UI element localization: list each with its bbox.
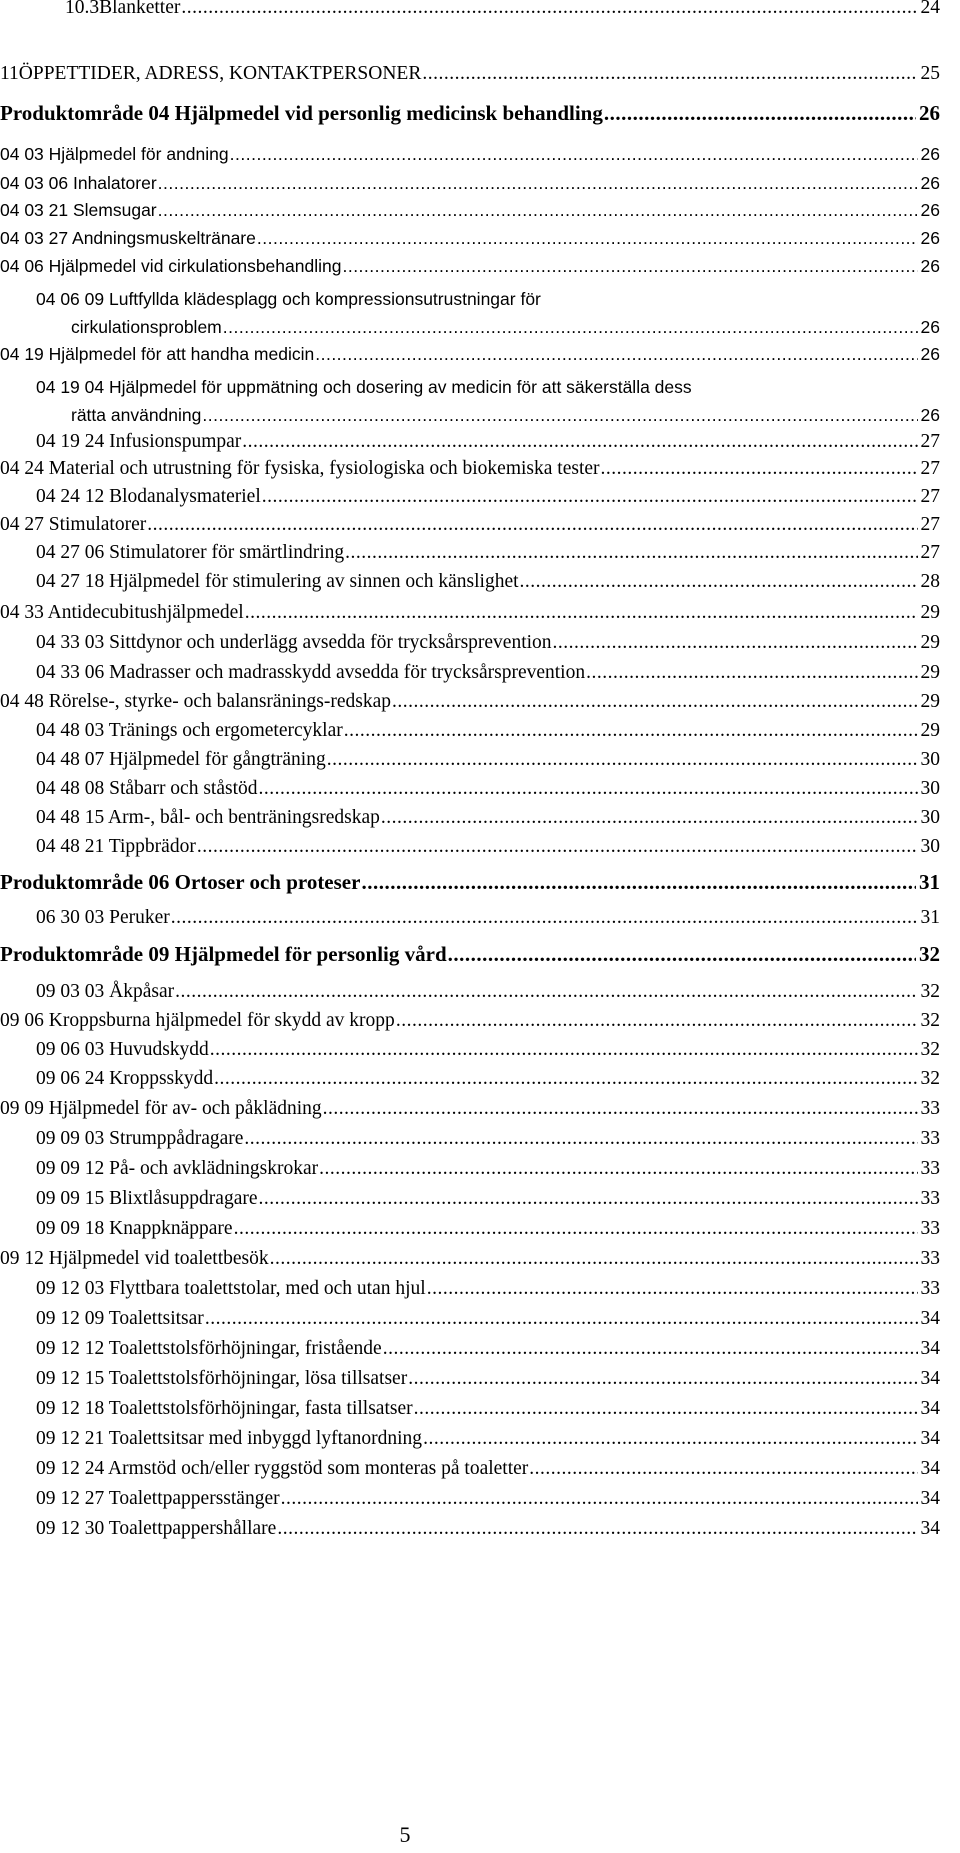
toc-entry-page: 34 bbox=[920, 1518, 940, 1539]
toc-entry-title: 04 27 18 Hjälpmedel för stimulering av sinnen och känslighet bbox=[36, 571, 519, 592]
toc-entry-title: 09 06 03 Huvudskydd bbox=[36, 1039, 209, 1060]
dot-leader bbox=[259, 777, 918, 801]
toc-entry-page: 34 bbox=[920, 1428, 940, 1449]
toc-entry[interactable] bbox=[36, 485, 946, 509]
toc-entry-title: ÖPPETTIDER, ADRESS, KONTAKTPERSONER bbox=[18, 63, 422, 84]
toc-entry-page: 34 bbox=[920, 1368, 940, 1389]
toc-entry-page: 32 bbox=[920, 1010, 940, 1031]
toc-entry-page: 25 bbox=[920, 63, 940, 84]
toc-entry-title: 09 12 12 Toalettstolsförhöjningar, fristående bbox=[36, 1338, 382, 1359]
dot-leader bbox=[147, 513, 917, 537]
toc-entry-page: 32 bbox=[920, 1039, 940, 1060]
dot-leader bbox=[230, 142, 918, 166]
toc-entry-page: 32 bbox=[920, 981, 940, 1002]
toc-entry-title: 04 19 04 Hjälpmedel för uppmätning och dosering av medicin för att säkerställa dess bbox=[36, 377, 692, 397]
toc-entry[interactable] bbox=[0, 870, 946, 894]
dot-leader bbox=[244, 1127, 917, 1151]
toc-entry[interactable] bbox=[0, 226, 946, 250]
dot-leader bbox=[529, 1457, 917, 1481]
toc-entry[interactable] bbox=[36, 748, 946, 772]
toc-entry-page: 33 bbox=[920, 1158, 940, 1179]
toc-entry-title: 04 24 12 Blodanalysmateriel bbox=[36, 486, 261, 507]
dot-leader bbox=[205, 1307, 918, 1331]
toc-entry[interactable] bbox=[36, 1217, 946, 1241]
toc-entry-page: 31 bbox=[920, 907, 940, 928]
dot-leader bbox=[319, 1157, 917, 1181]
toc-entry[interactable] bbox=[36, 1397, 946, 1421]
toc-entry-title: 04 24 Material och utrustning för fysiska, fysiologiska och biokemiska tester bbox=[0, 458, 600, 479]
toc-entry[interactable] bbox=[0, 601, 946, 625]
dot-leader bbox=[344, 719, 918, 743]
toc-entry-page: 26 bbox=[920, 344, 940, 364]
toc-entry-page: 34 bbox=[920, 1458, 940, 1479]
toc-entry-title: 04 06 Hjälpmedel vid cirkulationsbehandling bbox=[0, 256, 342, 276]
toc-entry[interactable] bbox=[36, 1367, 946, 1391]
toc-entry-title: 04 06 09 Luftfyllda klädesplagg och kompressionsutrustningar för bbox=[36, 289, 541, 309]
toc-entry-page: 30 bbox=[920, 749, 940, 770]
dot-leader bbox=[342, 254, 917, 278]
dot-leader bbox=[601, 457, 918, 481]
toc-entry-title: Produktområde 06 Ortoser och proteser bbox=[0, 870, 361, 894]
dot-leader bbox=[345, 541, 917, 565]
toc-entry-page: 27 bbox=[920, 458, 940, 479]
toc-entry-page: 33 bbox=[920, 1218, 940, 1239]
dot-leader bbox=[210, 1038, 918, 1062]
toc-entry-title: 04 03 21 Slemsugar bbox=[0, 200, 157, 220]
toc-entry[interactable] bbox=[0, 1097, 946, 1121]
toc-entry-title: 04 03 Hjälpmedel för andning bbox=[0, 144, 229, 164]
toc-entry-title: Blanketter bbox=[99, 0, 181, 18]
toc-entry-title: 04 03 27 Andningsmuskeltränare bbox=[0, 228, 256, 248]
dot-leader bbox=[270, 1247, 918, 1271]
toc-entry-title: 09 12 21 Toalettsitsar med inbyggd lyftanordning bbox=[36, 1428, 423, 1449]
dot-leader bbox=[214, 1067, 917, 1091]
dot-leader bbox=[323, 1097, 918, 1121]
toc-entry-page: 32 bbox=[919, 942, 940, 966]
toc-entry-page: 30 bbox=[920, 836, 940, 857]
toc-entry-title: 09 12 03 Flyttbara toalettstolar, med och utan hjul bbox=[36, 1278, 426, 1299]
toc-entry-page: 31 bbox=[919, 870, 940, 894]
toc-entry[interactable] bbox=[0, 1009, 946, 1033]
toc-entry-title: 09 09 12 På- och avklädningskrokar bbox=[36, 1158, 319, 1179]
toc-entry[interactable] bbox=[36, 835, 946, 859]
toc-entry-title: 04 48 21 Tippbrädor bbox=[36, 836, 196, 857]
toc-entry-page: 29 bbox=[920, 720, 940, 741]
dot-leader bbox=[422, 62, 917, 86]
toc-entry[interactable] bbox=[36, 1307, 946, 1331]
toc-entry[interactable] bbox=[36, 430, 946, 454]
dot-leader bbox=[281, 1487, 918, 1511]
toc-entry-title: 04 48 07 Hjälpmedel för gångträning bbox=[36, 749, 326, 770]
toc-entry[interactable] bbox=[36, 1337, 946, 1361]
toc-entry[interactable] bbox=[36, 1067, 946, 1091]
dot-leader bbox=[277, 1517, 917, 1541]
toc-entry[interactable] bbox=[36, 980, 946, 1004]
toc-entry-title: 04 48 15 Arm-, bål- och benträningsredskap bbox=[36, 807, 380, 828]
toc-entry-page: 28 bbox=[920, 571, 940, 592]
toc-entry[interactable] bbox=[36, 631, 946, 655]
toc-entry-page: 34 bbox=[920, 1338, 940, 1359]
toc-entry[interactable] bbox=[36, 1457, 946, 1481]
toc-entry-page: 26 bbox=[920, 405, 940, 425]
toc-entry-title: rätta användning bbox=[71, 405, 202, 425]
toc-entry-title: 04 48 03 Tränings och ergometercyklar bbox=[36, 720, 343, 741]
toc-entry-page: 32 bbox=[920, 1068, 940, 1089]
toc-entry-title: 04 33 Antidecubitushjälpmedel bbox=[0, 602, 244, 623]
toc-entry[interactable] bbox=[36, 661, 946, 685]
dot-leader bbox=[262, 485, 918, 509]
toc-entry-page: 27 bbox=[920, 514, 940, 535]
toc-entry[interactable] bbox=[36, 1427, 946, 1451]
toc-entry-number: 10.3 bbox=[65, 0, 100, 18]
toc-entry[interactable] bbox=[65, 0, 946, 20]
toc-entry-page: 34 bbox=[920, 1308, 940, 1329]
toc-entry[interactable] bbox=[0, 513, 946, 537]
toc-entry[interactable] bbox=[36, 1277, 946, 1301]
toc-entry[interactable] bbox=[0, 690, 946, 714]
dot-leader bbox=[315, 342, 917, 366]
toc-entry-number: 11 bbox=[0, 63, 19, 84]
toc-entry[interactable] bbox=[36, 906, 946, 930]
toc-entry[interactable] bbox=[0, 198, 946, 222]
toc-entry[interactable] bbox=[36, 777, 946, 801]
dot-leader bbox=[427, 1277, 918, 1301]
toc-entry-title: 09 12 27 Toalettpappersstänger bbox=[36, 1488, 280, 1509]
page-number: 5 bbox=[399, 1822, 411, 1847]
toc-entry-page: 26 bbox=[919, 101, 940, 125]
dot-leader bbox=[604, 101, 916, 125]
dot-leader bbox=[361, 870, 916, 894]
toc-entry-title: 04 33 06 Madrasser och madrasskydd avsedda för trycksårsprevention bbox=[36, 662, 586, 683]
toc-entry[interactable] bbox=[36, 806, 946, 830]
toc-entry-title: 04 27 Stimulatorer bbox=[0, 514, 147, 535]
dot-leader bbox=[414, 1397, 918, 1421]
toc-entry-title: 09 06 24 Kroppsskydd bbox=[36, 1068, 214, 1089]
dot-leader bbox=[257, 226, 918, 250]
toc-entry-page: 26 bbox=[920, 228, 940, 248]
toc-entry[interactable] bbox=[0, 101, 946, 125]
toc-entry-title: 04 27 06 Stimulatorer för smärtlindring bbox=[36, 542, 345, 563]
toc-entry-title: 06 30 03 Peruker bbox=[36, 907, 170, 928]
toc-entry-page: 27 bbox=[920, 431, 940, 452]
toc-entry[interactable] bbox=[36, 570, 946, 594]
dot-leader bbox=[392, 690, 918, 714]
dot-leader bbox=[175, 980, 917, 1004]
toc-entry-page: 29 bbox=[920, 602, 940, 623]
toc-entry-page: 33 bbox=[920, 1278, 940, 1299]
toc-entry-title: 09 09 03 Strumppådragare bbox=[36, 1128, 244, 1149]
toc-entry-title: 09 12 15 Toalettstolsförhöjningar, lösa tillsatser bbox=[36, 1368, 408, 1389]
toc-entry-title: 04 19 Hjälpmedel för att handha medicin bbox=[0, 344, 315, 364]
toc-entry-title: 09 03 03 Åkpåsar bbox=[36, 981, 175, 1002]
toc-entry-title: Produktområde 04 Hjälpmedel vid personlig medicinsk behandling bbox=[0, 101, 603, 125]
toc-entry-page: 26 bbox=[920, 256, 940, 276]
toc-entry[interactable] bbox=[0, 171, 946, 195]
toc-entry[interactable] bbox=[36, 1038, 946, 1062]
toc-entry-title: 04 03 06 Inhalatorer bbox=[0, 173, 157, 193]
dot-leader bbox=[520, 570, 918, 594]
toc-entry[interactable] bbox=[36, 1517, 946, 1541]
toc-entry-page: 29 bbox=[920, 691, 940, 712]
dot-leader bbox=[423, 1427, 917, 1451]
toc-entry-page: 24 bbox=[920, 0, 940, 18]
toc-entry-page: 33 bbox=[920, 1098, 940, 1119]
toc-entry-title: 04 33 03 Sittdynor och underlägg avsedda för trycksårsprevention bbox=[36, 632, 552, 653]
dot-leader bbox=[197, 835, 918, 859]
dot-leader bbox=[242, 430, 917, 454]
toc-entry-title: Produktområde 09 Hjälpmedel för personlig vård bbox=[0, 942, 447, 966]
toc-entry-page: 29 bbox=[920, 632, 940, 653]
toc-entry[interactable] bbox=[36, 375, 946, 427]
toc-entry[interactable] bbox=[0, 254, 946, 278]
dot-leader bbox=[181, 0, 917, 20]
dot-leader bbox=[171, 906, 918, 930]
toc-entry-title: 04 48 Rörelse-, styrke- och balansränings-redskap bbox=[0, 691, 391, 712]
toc-entry-page: 33 bbox=[920, 1128, 940, 1149]
toc-entry[interactable] bbox=[36, 1187, 946, 1211]
dot-leader bbox=[586, 661, 917, 685]
toc-entry-title: 09 06 Kroppsburna hjälpmedel för skydd av kropp bbox=[0, 1010, 395, 1031]
dot-leader bbox=[383, 1337, 918, 1361]
toc-entry-page: 26 bbox=[920, 200, 940, 220]
dot-leader bbox=[408, 1367, 917, 1391]
dot-leader bbox=[327, 748, 918, 772]
toc-entry[interactable] bbox=[36, 719, 946, 743]
toc-entry[interactable] bbox=[36, 541, 946, 565]
toc-entry-page: 30 bbox=[920, 807, 940, 828]
toc-entry-page: 26 bbox=[920, 173, 940, 193]
toc-entry-page: 34 bbox=[920, 1398, 940, 1419]
toc-entry[interactable] bbox=[36, 1157, 946, 1181]
dot-leader bbox=[396, 1009, 918, 1033]
toc-entry-title: 04 48 08 Ståbarr och ståstöd bbox=[36, 778, 258, 799]
toc-entry[interactable] bbox=[36, 287, 946, 339]
toc-entry[interactable] bbox=[0, 1247, 946, 1271]
toc-entry-title: 09 12 09 Toalettsitsar bbox=[36, 1308, 204, 1329]
toc-entry[interactable] bbox=[0, 142, 946, 166]
dot-leader bbox=[448, 942, 916, 966]
dot-leader bbox=[381, 806, 918, 830]
toc-entry-page: 33 bbox=[920, 1188, 940, 1209]
toc-entry[interactable] bbox=[0, 942, 946, 966]
toc-entry-title: 09 12 18 Toalettstolsförhöjningar, fasta tillsatser bbox=[36, 1398, 413, 1419]
toc-entry[interactable] bbox=[36, 1127, 946, 1151]
dot-leader bbox=[158, 198, 918, 222]
toc-entry[interactable] bbox=[0, 457, 946, 481]
toc-entry[interactable] bbox=[0, 62, 946, 86]
toc-entry-page: 29 bbox=[920, 662, 940, 683]
toc-entry-page: 30 bbox=[920, 778, 940, 799]
toc-entry-title: 09 09 15 Blixtlåsuppdragare bbox=[36, 1188, 258, 1209]
toc-entry-title: 09 12 30 Toalettpappershållare bbox=[36, 1518, 277, 1539]
toc-entry-page: 27 bbox=[920, 542, 940, 563]
toc-entry-page: 26 bbox=[920, 317, 940, 337]
toc-entry[interactable] bbox=[0, 342, 946, 366]
toc-entry[interactable] bbox=[36, 1487, 946, 1511]
toc-entry-title: cirkulationsproblem bbox=[71, 317, 222, 337]
toc-entry-title: 09 09 Hjälpmedel för av- och påklädning bbox=[0, 1098, 322, 1119]
dot-leader bbox=[234, 1217, 918, 1241]
dot-leader bbox=[259, 1187, 918, 1211]
toc-entry-page: 26 bbox=[920, 144, 940, 164]
toc-entry-page: 27 bbox=[920, 486, 940, 507]
toc-entry-title: 09 09 18 Knappknäppare bbox=[36, 1218, 233, 1239]
toc-entry-page: 33 bbox=[920, 1248, 940, 1269]
dot-leader bbox=[553, 631, 918, 655]
dot-leader bbox=[245, 601, 918, 625]
toc-entry-title: 09 12 24 Armstöd och/eller ryggstöd som monteras på toaletter bbox=[36, 1458, 529, 1479]
toc-entry-title: 04 19 24 Infusionspumpar bbox=[36, 431, 242, 452]
dot-leader bbox=[158, 171, 918, 195]
dot-leader bbox=[223, 315, 918, 339]
toc-entry-page: 34 bbox=[920, 1488, 940, 1509]
dot-leader bbox=[202, 403, 917, 427]
toc-entry-title: 09 12 Hjälpmedel vid toalettbesök bbox=[0, 1248, 269, 1269]
